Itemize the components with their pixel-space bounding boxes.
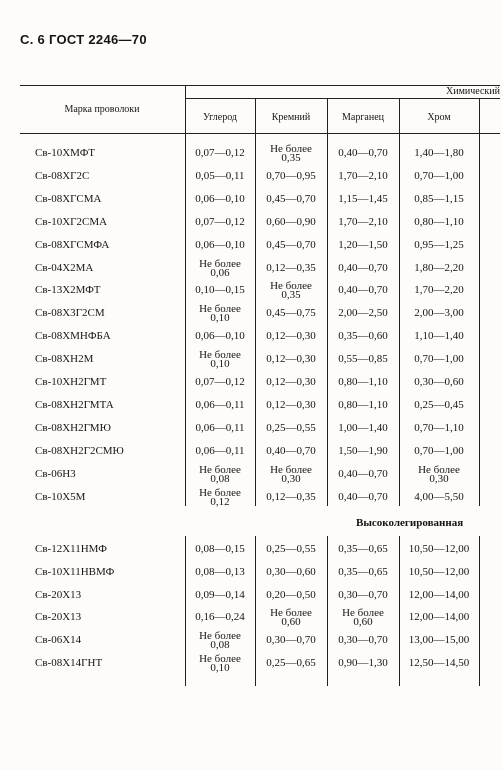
value-cell-cr: 0,70—1,00 [414, 169, 464, 182]
header-col-silicon: Кремний [271, 112, 311, 123]
wire-grade: Св-08ХГСМА [35, 192, 102, 205]
value-line: Не более [270, 280, 312, 293]
wire-grade: Св-20Х13 [35, 611, 82, 624]
value-line: Не более [270, 607, 312, 620]
value-line: Не более [342, 607, 384, 620]
value-cell-mn: 1,70—2,10 [338, 169, 388, 182]
value-cell-mn: 0,30—0,70 [338, 634, 388, 647]
value-cell-c: 0,08—0,15 [195, 543, 245, 555]
value-cell-c: 0,09—0,14 [195, 588, 245, 601]
value-cell-c: 0,06—0,10 [195, 192, 245, 205]
column-divider [255, 536, 256, 686]
value-cell-si: 0,12—0,30 [266, 353, 316, 366]
value-cell-c [185, 486, 255, 508]
value-line: 0,10 [210, 312, 230, 325]
wire-grade: Св-04Х2МА [35, 261, 94, 274]
value-cell-c [185, 632, 255, 650]
header-col-chromium: Хром [427, 112, 451, 123]
wire-grade: Св-12Х11НМФ [35, 543, 107, 555]
value-cell-mn: 0,40—0,70 [338, 467, 388, 480]
value-cell-c [185, 351, 255, 369]
wire-grade: Св-08ХГСМФА [35, 238, 110, 251]
value-line: 0,12 [210, 495, 230, 508]
value-line: Не более [418, 463, 460, 476]
value-cell-mn: 0,30—0,70 [338, 588, 388, 601]
value-line: 0,06 [210, 266, 230, 279]
wire-grade: Св-10Х11НВМФ [35, 565, 115, 578]
value-cell-cr: 10,50—12,00 [408, 565, 470, 578]
value-cell-si: 0,40—0,70 [266, 444, 316, 457]
value-cell-c: 0,06—0,10 [195, 330, 245, 343]
wire-grade: Св-20Х13 [35, 588, 82, 601]
chemical-group-rule [185, 98, 500, 99]
value-cell-cr: 1,10—1,40 [414, 330, 464, 343]
value-cell-si: 0,12—0,30 [266, 398, 316, 411]
section-title: Высоколегированная [356, 517, 464, 529]
value-cell-mn: 0,80—1,10 [338, 398, 388, 411]
column-divider [479, 134, 480, 506]
value-cell-mn: 0,40—0,70 [338, 490, 388, 503]
value-cell-c [185, 655, 255, 673]
value-cell-c: 0,07—0,12 [195, 376, 245, 388]
value-cell-si [255, 145, 327, 163]
wire-grade: Св-08ХН2М [35, 353, 94, 366]
value-cell-cr: 1,40—1,80 [414, 147, 464, 159]
column-divider [185, 85, 186, 133]
value-cell-mn: 0,40—0,70 [338, 261, 388, 274]
value-cell-cr: 0,30—0,60 [414, 376, 464, 388]
value-line: Не более [199, 349, 241, 362]
value-cell-c: 0,16—0,24 [195, 611, 245, 624]
value-line: 0,08 [210, 472, 230, 485]
value-line: 0,30 [429, 472, 449, 485]
column-divider [255, 134, 256, 506]
value-cell-mn: 0,90—1,30 [338, 657, 388, 669]
column-divider [479, 98, 480, 133]
value-cell-mn: 1,70—2,10 [338, 215, 388, 228]
column-divider [327, 98, 328, 133]
value-line: 0,35 [281, 289, 301, 302]
value-cell-si: 0,25—0,55 [266, 543, 316, 555]
value-cell-cr: 12,00—14,00 [408, 588, 470, 601]
value-line: Не более [199, 303, 241, 316]
value-cell-c [185, 257, 255, 279]
column-divider [479, 536, 480, 686]
value-cell-si: 0,25—0,65 [266, 657, 316, 669]
value-cell-mn: 0,40—0,70 [338, 284, 388, 297]
value-cell-mn: 0,40—0,70 [338, 147, 388, 159]
value-cell-mn: 1,00—1,40 [338, 421, 388, 434]
value-cell-cr: 0,85—1,15 [414, 192, 464, 205]
value-cell-mn: 0,35—0,60 [338, 330, 388, 343]
value-cell-cr: 12,00—14,00 [408, 611, 470, 624]
value-cell-cr: 1,80—2,20 [414, 261, 464, 274]
value-cell-cr: 0,80—1,10 [414, 215, 464, 228]
wire-grade: Св-10ХН2ГМТ [35, 376, 107, 388]
wire-grade: Св-08ХМНФБА [35, 330, 111, 343]
column-divider [399, 98, 400, 133]
value-cell-cr: 13,00—15,00 [408, 634, 470, 647]
value-cell-si: 0,20—0,50 [266, 588, 316, 601]
wire-grade: Св-06Х14 [35, 634, 82, 647]
column-divider [255, 98, 256, 133]
value-cell-cr: 10,50—12,00 [408, 543, 470, 555]
value-cell-c: 0,07—0,12 [195, 215, 245, 228]
value-line: Не более [199, 486, 241, 499]
wire-grade: Св-08Х3Г2СМ [35, 307, 105, 320]
header-rule-bottom [20, 133, 500, 134]
value-cell-cr: 0,70—1,00 [414, 444, 464, 457]
header-col-carbon: Углерод [202, 112, 238, 123]
value-cell-si: 0,30—0,70 [266, 634, 316, 647]
value-cell-si [255, 609, 327, 627]
wire-grade: Св-08ХН2ГМЮ [35, 421, 111, 434]
wire-grade: Св-08ХГ2С [35, 169, 90, 182]
value-cell-mn: 1,20—1,50 [338, 238, 388, 251]
page-header: С. 6 ГОСТ 2246—70 [20, 32, 147, 47]
wire-grade: Св-06Н3 [35, 467, 76, 480]
value-line: 0,30 [281, 472, 301, 485]
wire-grade: Св-10ХМФТ [35, 147, 95, 159]
wire-grade: Св-08ХН2Г2СМЮ [35, 444, 124, 457]
value-cell-mn: 0,80—1,10 [338, 376, 388, 388]
value-cell-mn [327, 609, 399, 627]
header-col-grade: Марка проволоки [64, 104, 140, 115]
value-line: Не более [270, 463, 312, 476]
value-cell-c: 0,06—0,11 [195, 421, 245, 434]
value-cell-si: 0,12—0,30 [266, 330, 316, 343]
value-line: Не более [199, 653, 241, 665]
value-cell-c: 0,08—0,13 [195, 565, 245, 578]
value-cell-c [185, 463, 255, 485]
column-divider [327, 134, 328, 506]
value-line: Не более [270, 143, 312, 155]
value-cell-cr: 2,00—3,00 [414, 307, 464, 320]
header-col-manganese: Марганец [341, 112, 384, 123]
value-line: 0,60 [353, 616, 373, 629]
wire-grade: Св-08ХН2ГМТА [35, 398, 114, 411]
value-cell-mn: 0,35—0,65 [338, 565, 388, 578]
value-cell-c: 0,10—0,15 [195, 284, 245, 297]
value-cell-mn: 0,35—0,65 [338, 543, 388, 555]
value-cell-c: 0,07—0,12 [195, 147, 245, 159]
value-cell-si: 0,30—0,60 [266, 565, 316, 578]
value-cell-cr: 0,95—1,25 [414, 238, 464, 251]
wire-grade: Св-08Х14ГНТ [35, 657, 103, 669]
value-cell-cr: 0,70—1,10 [414, 421, 464, 434]
value-cell-cr: 12,50—14,50 [408, 657, 470, 669]
value-cell-cr: 4,00—5,50 [414, 490, 464, 503]
value-cell-cr: 0,70—1,00 [414, 353, 464, 366]
value-cell-si [255, 282, 327, 300]
value-cell-si: 0,12—0,30 [266, 376, 316, 388]
value-cell-si: 0,60—0,90 [266, 215, 316, 228]
wire-grade: Св-10ХГ2СМА [35, 215, 108, 228]
value-cell-si: 0,12—0,35 [266, 261, 316, 274]
value-cell-mn: 0,55—0,85 [338, 353, 388, 366]
value-cell-c [185, 305, 255, 323]
value-cell-mn: 1,15—1,45 [338, 192, 388, 205]
wire-grade: Св-10Х5М [35, 490, 86, 503]
value-cell-mn: 2,00—2,50 [338, 307, 388, 320]
value-cell-si: 0,12—0,35 [266, 490, 316, 503]
header-chemical-group: Химический [446, 86, 500, 97]
value-cell-cr: 1,70—2,20 [414, 284, 464, 297]
value-cell-si: 0,45—0,70 [266, 238, 316, 251]
column-divider [399, 536, 400, 686]
value-line: 0,60 [281, 616, 301, 629]
value-line: 0,10 [210, 662, 230, 674]
value-line: 0,10 [210, 358, 230, 371]
value-cell-mn: 1,50—1,90 [338, 444, 388, 457]
column-divider [185, 536, 186, 686]
value-cell-c: 0,06—0,10 [195, 238, 245, 251]
value-line: 0,35 [281, 152, 301, 164]
column-divider [185, 134, 186, 506]
column-divider [327, 536, 328, 686]
value-line: Не более [199, 630, 241, 643]
value-cell-cr [399, 463, 479, 485]
value-cell-c: 0,06—0,11 [195, 398, 245, 411]
value-cell-c: 0,06—0,11 [195, 444, 245, 457]
value-cell-si: 0,45—0,70 [266, 192, 316, 205]
column-divider [399, 134, 400, 506]
value-cell-si [255, 463, 327, 485]
value-cell-si: 0,25—0,55 [266, 421, 316, 434]
value-cell-cr: 0,25—0,45 [414, 398, 464, 411]
value-cell-c: 0,05—0,11 [195, 169, 245, 182]
wire-grade: Св-13Х2МФТ [35, 284, 101, 297]
value-cell-si: 0,45—0,75 [266, 307, 316, 320]
value-line: Не более [199, 463, 241, 476]
value-line: 0,08 [210, 639, 230, 652]
value-cell-si: 0,70—0,95 [266, 169, 316, 182]
value-line: Не более [199, 257, 241, 270]
